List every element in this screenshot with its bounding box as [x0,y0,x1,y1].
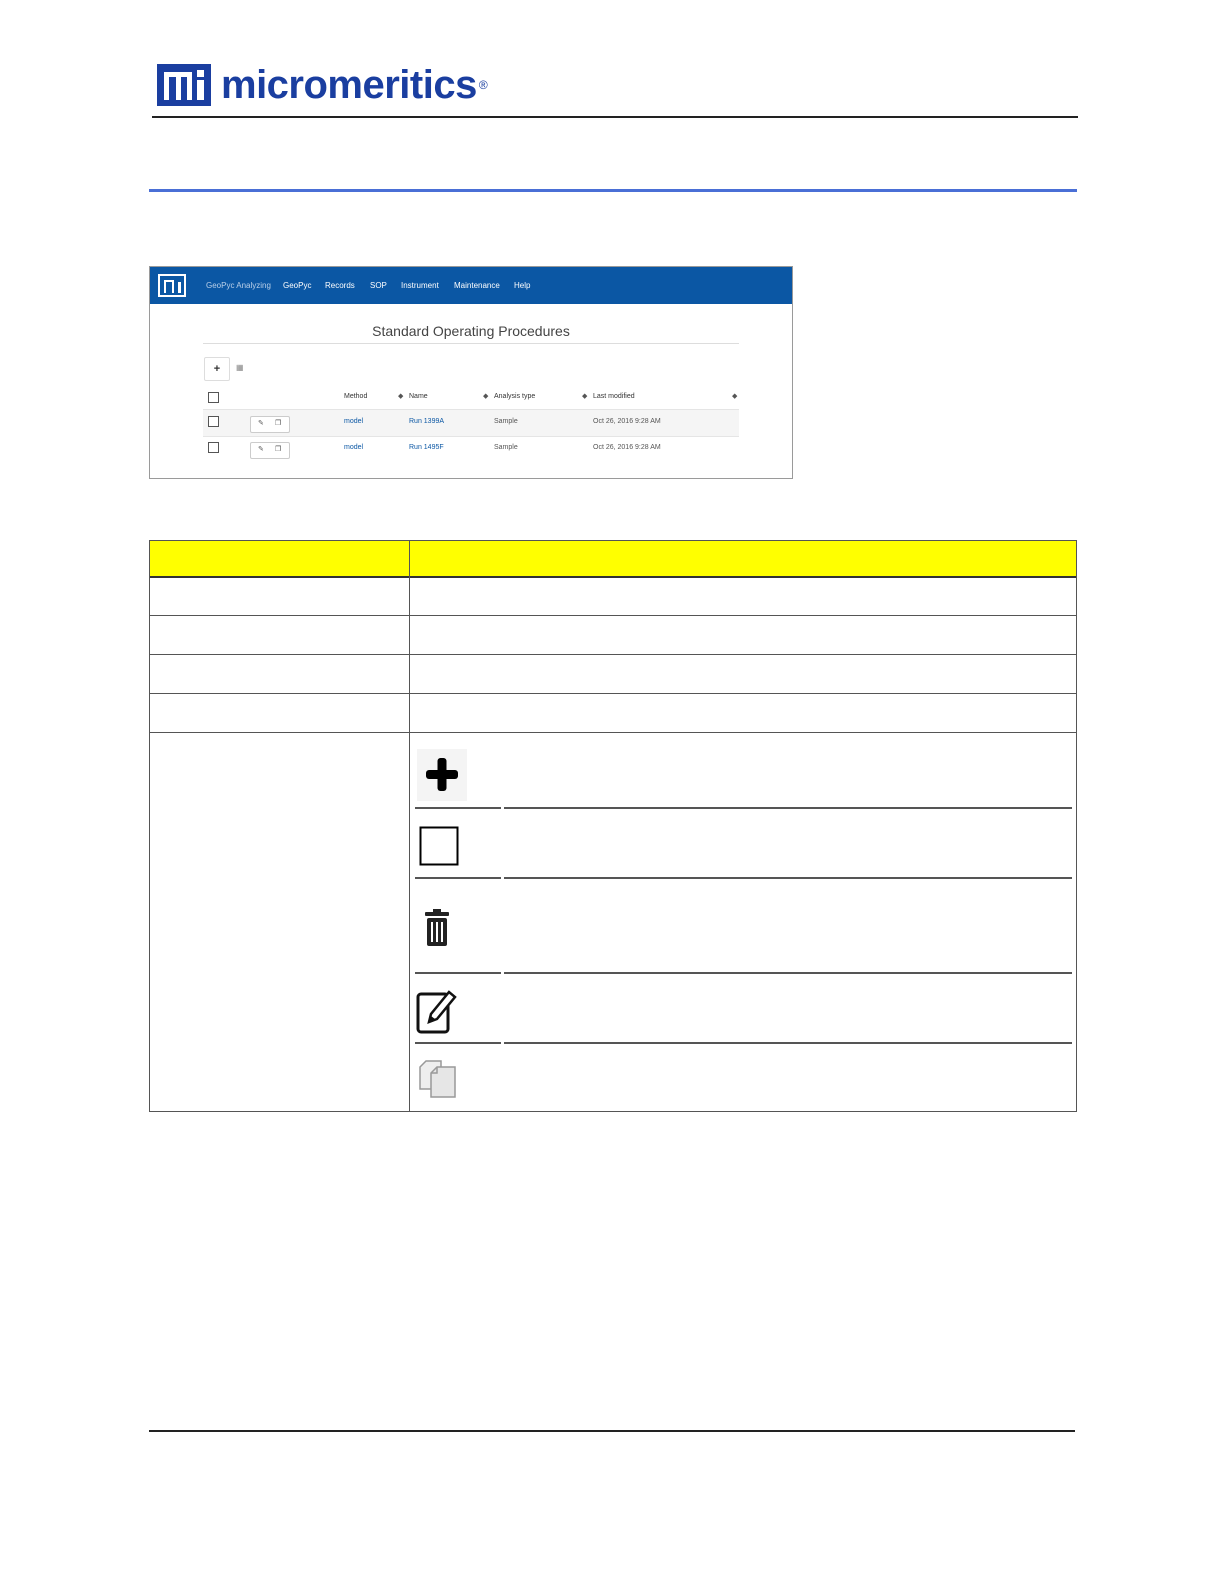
column-header-last-modified[interactable]: Last modified [593,393,635,400]
icon-divider [415,972,501,974]
table-header [150,541,1076,578]
header-rule [152,116,1078,118]
sort-icon[interactable]: ◆ [582,393,588,400]
row-name[interactable]: Run 1495F [409,444,444,451]
nav-item-records[interactable]: Records [325,281,355,290]
icon-divider [415,807,501,809]
checkbox-icon [419,826,459,866]
delete-icon[interactable]: ▦ [236,363,244,372]
app-navbar [150,267,792,304]
nav-brand[interactable]: GeoPyc Analyzing [206,281,271,290]
column-header-name[interactable]: Name [409,393,428,400]
row-name[interactable]: Run 1399A [409,418,445,425]
copy-icon[interactable]: ❐ [275,446,282,453]
sort-icon[interactable]: ◆ [398,393,404,400]
text-divider [504,972,1072,974]
edit-icon[interactable]: ✎ [258,446,264,453]
row-checkbox[interactable] [208,442,219,453]
row-divider [203,436,739,437]
row-analysis-type: Sample [494,444,518,451]
text-divider [504,877,1072,879]
row-divider [150,732,1076,733]
edit-icon[interactable]: ✎ [258,420,264,427]
row-method[interactable]: model [344,418,364,425]
title-divider [203,343,739,344]
sop-screenshot [149,266,793,479]
column-header-analysis-type[interactable]: Analysis type [494,393,536,400]
registered-mark: ® [478,78,488,92]
row-last-modified: Oct 26, 2016 9:28 AM [593,418,661,425]
company-logo [157,63,488,107]
trash-icon [422,908,456,948]
sort-icon[interactable]: ◆ [483,393,489,400]
app-logo-icon [158,274,186,297]
column-divider [409,541,410,1111]
logo-mark [157,64,211,106]
text-divider [504,1042,1072,1044]
row-method[interactable]: model [344,444,364,451]
row-actions [250,416,290,433]
edit-icon [415,988,457,1036]
nav-item-geopyc[interactable]: GeoPyc [283,281,312,290]
text-divider [504,807,1072,809]
field-description-table [149,540,1077,1112]
nav-item-sop[interactable]: SOP [370,281,387,290]
column-header-method[interactable]: Method [344,393,368,400]
copy-icon[interactable]: ❐ [275,420,282,427]
row-last-modified: Oct 26, 2016 9:28 AM [593,444,661,451]
page-title: Standard Operating Procedures [372,323,570,339]
row-analysis-type: Sample [494,418,518,425]
nav-item-help[interactable]: Help [514,281,531,290]
icon-divider [415,1042,501,1044]
nav-item-instrument[interactable]: Instrument [401,281,439,290]
sort-icon[interactable]: ◆ [732,393,738,400]
row-divider [150,693,1076,694]
nav-item-maintenance[interactable]: Maintenance [454,281,500,290]
row-divider [150,654,1076,655]
row-divider [150,615,1076,616]
logo-text: micromeritics [221,62,477,107]
footer-rule [149,1430,1075,1432]
plus-icon [417,749,467,801]
row-actions [250,442,290,459]
select-all-checkbox[interactable] [208,392,219,403]
section-rule [149,189,1077,192]
copy-icon [417,1059,459,1099]
add-button[interactable]: + [204,357,230,381]
row-checkbox[interactable] [208,416,219,427]
icon-divider [415,877,501,879]
